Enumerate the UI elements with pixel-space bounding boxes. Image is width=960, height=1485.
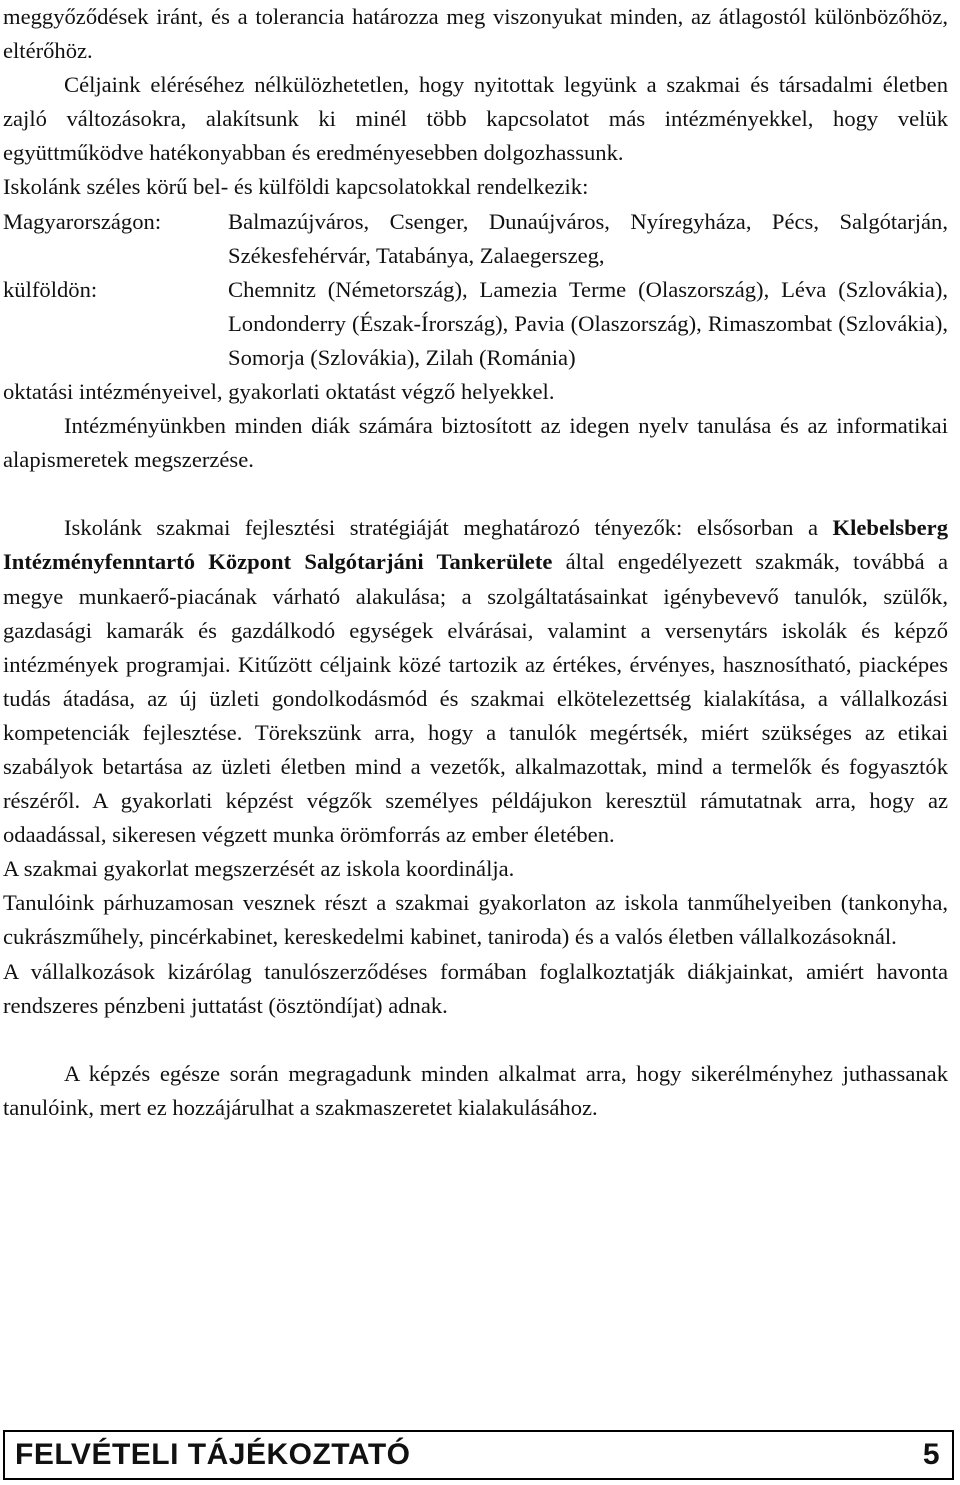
abroad-partners (3, 273, 948, 375)
paragraph-coordination: A szakmai gyakorlat megszerzését az iskola koordinálja. (3, 856, 515, 882)
domestic-label: Magyarországon: (3, 208, 162, 234)
domestic-list: Balmazújváros, Csenger, Dunaújváros, Nyíregyháza, Pécs, Salgótarján, Székesfehérvár, Tatabánya, Zalaegerszeg, (228, 208, 948, 268)
paragraph-success: A képzés egésze során megragadunk minden alkalmat arra, hogy sikerélményhez juthassanak tanulóink, mert ez hozzájárulhat a szakmaszeretet kialakulásához. (3, 1060, 948, 1120)
paragraph-relations: Iskolánk széles körű bel- és külföldi kapcsolatokkal rendelkezik: (3, 174, 589, 200)
paragraph-strategy (3, 511, 948, 852)
paragraph-contracts: A vállalkozások kizárólag tanulószerződéses formában foglalkoztatják diákjainkat, amiért havonta rendszeres pénzbeni juttatást (ösztöndíjat) adnak. (3, 958, 948, 1018)
paragraph-institutions: oktatási intézményeivel, gyakorlati oktatást végző helyekkel. (3, 379, 555, 405)
strategy-bold-organization: Klebelsberg Intézményfenntartó Központ Salgótarjáni Tankerülete (3, 515, 948, 575)
strategy-text-start: Iskolánk szakmai fejlesztési stratégiáját meghatározó tényezők: elsősorban a (64, 515, 833, 541)
page-footer (3, 1430, 954, 1480)
document-body (3, 0, 948, 1125)
abroad-label: külföldön: (3, 276, 98, 302)
page-number: 5 (922, 1438, 940, 1471)
paragraph-goals: Céljaink eléréséhez nélkülözhetetlen, hogy nyitottak legyünk a szakmai és társadalmi életben zajló változásokra, alakítsunk ki minél több kapcsolatot más intézményekkel, hogy velük együttműködve hatékonyabban és eredményesebben dolgozhassunk. (3, 72, 948, 166)
domestic-partners (3, 205, 948, 273)
footer-title: FELVÉTELI TÁJÉKOZTATÓ (15, 1438, 411, 1471)
abroad-list: Chemnitz (Németország), Lamezia Terme (Olaszország), Léva (Szlovákia), Londonderry (Észak-Írország), Pavia (Olaszország), Rimaszombat (Szlovákia), Somorja (Szlovákia), Zilah (Románia) (228, 276, 948, 370)
paragraph-languages: Intézményünkben minden diák számára biztosított az idegen nyelv tanulása és az informatikai alapismeretek megszerzése. (3, 413, 948, 473)
paragraph-intro: meggyőződések iránt, és a tolerancia határozza meg viszonyukat minden, az átlagostól különbözőhöz, eltérőhöz. (3, 4, 948, 64)
paragraph-workshops: Tanulóink párhuzamosan vesznek részt a szakmai gyakorlaton az iskola tanműhelyeiben (tankonyha, cukrászműhely, pincérkabinet, kereskedelmi kabinet, taniroda) és a valós életben vállalkozásoknál. (3, 890, 948, 950)
strategy-text-end: által engedélyezett szakmák, továbbá a megye munkaerő-piacának várható alakulása; a szolgáltatásainkat igénybevevő tanulók, szülők, gazdasági kamarák és gazdálkodó egységek elvárásai, valamint a versenytárs iskolák és képző intézmények programjai. Kitűzött céljaink közé tartozik az értékes, érvényes, hasznosítható, piacképes tudás átadása, az új üzleti gondolkodásmód és szakmai elkötelezettség kialakítása, a vállalkozási kompetenciák fejlesztése. Törekszünk arra, hogy a tanulók megértsék, miért szükséges az etikai szabályok betartása az üzleti életben mind a vezetők, alkalmazottak, mind a termelők és fogyasztók részéről. A gyakorlati képzést végzők személyes példájukon keresztül rámutatnak arra, hogy az odaadással, sikeresen végzett munka örömforrás az ember életében. (3, 549, 948, 848)
